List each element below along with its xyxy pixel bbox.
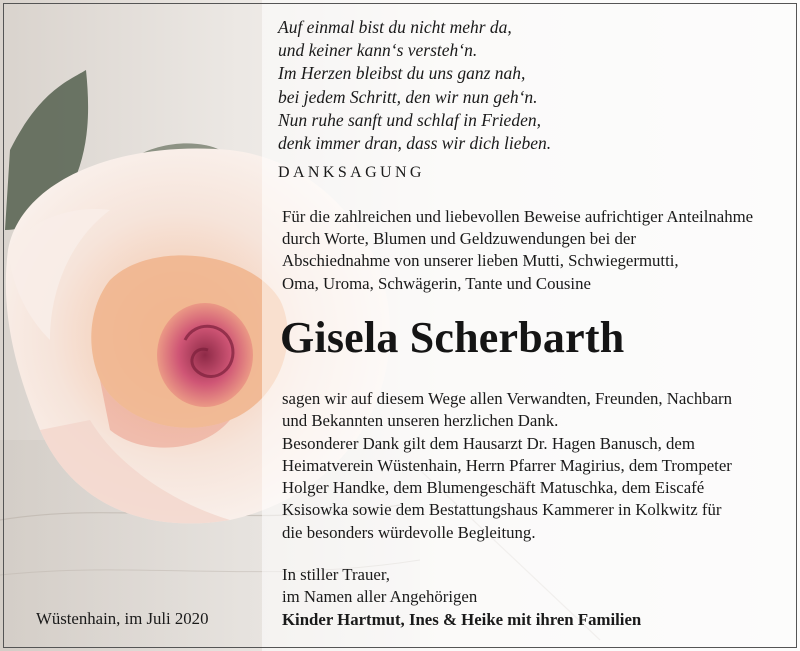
- place-date: Wüstenhain, im Juli 2020: [36, 609, 209, 628]
- closing-line-1: In stiller Trauer,: [282, 565, 390, 584]
- notice-heading: DANKSAGUNG: [278, 164, 425, 181]
- closing-block: [282, 564, 641, 631]
- thanks-text: sagen wir auf diesem Wege allen Verwandten, Freunden, Nachbarn und Bekannten unseren herzlichen Dank. Besonderer Dank gilt dem Hausarzt Dr. Hagen Banusch, dem Heimatverein Wüstenhain, Herrn Pfarrer Magirius, dem Trompeter Holger Handke, dem Blumengeschäft Matuschka, dem Eiscafé Ksisowka sowie dem Bestattungshaus Kammerer in Kolkwitz für die besonders würdevolle Begleitung.: [282, 389, 733, 542]
- family-signature: Kinder Hartmut, Ines & Heike mit ihren Familien: [282, 609, 642, 629]
- memorial-poem: Auf einmal bist du nicht mehr da, und keiner kann‘s versteh‘n. Im Herzen bleibst du uns ganz nah, bei jedem Schritt, den wir nun geh‘n. Nun ruhe sanft und schlaf in Frieden, denk immer dran, dass wir dich lieben.: [278, 17, 552, 154]
- closing-line-2: im Namen aller Angehörigen: [282, 587, 478, 607]
- intro-text: Für die zahlreichen und liebevollen Beweise aufrichtiger Anteilnahme durch Worte, Blumen und Geldzuwendungen bei der Abschiednahme von unserer lieben Mutti, Schwiegermutti, Oma, Uroma, Schwägerin, Tante und Cousine: [282, 207, 754, 293]
- rose-center-shape: [157, 303, 253, 407]
- deceased-name: Gisela Scherbarth: [280, 313, 625, 362]
